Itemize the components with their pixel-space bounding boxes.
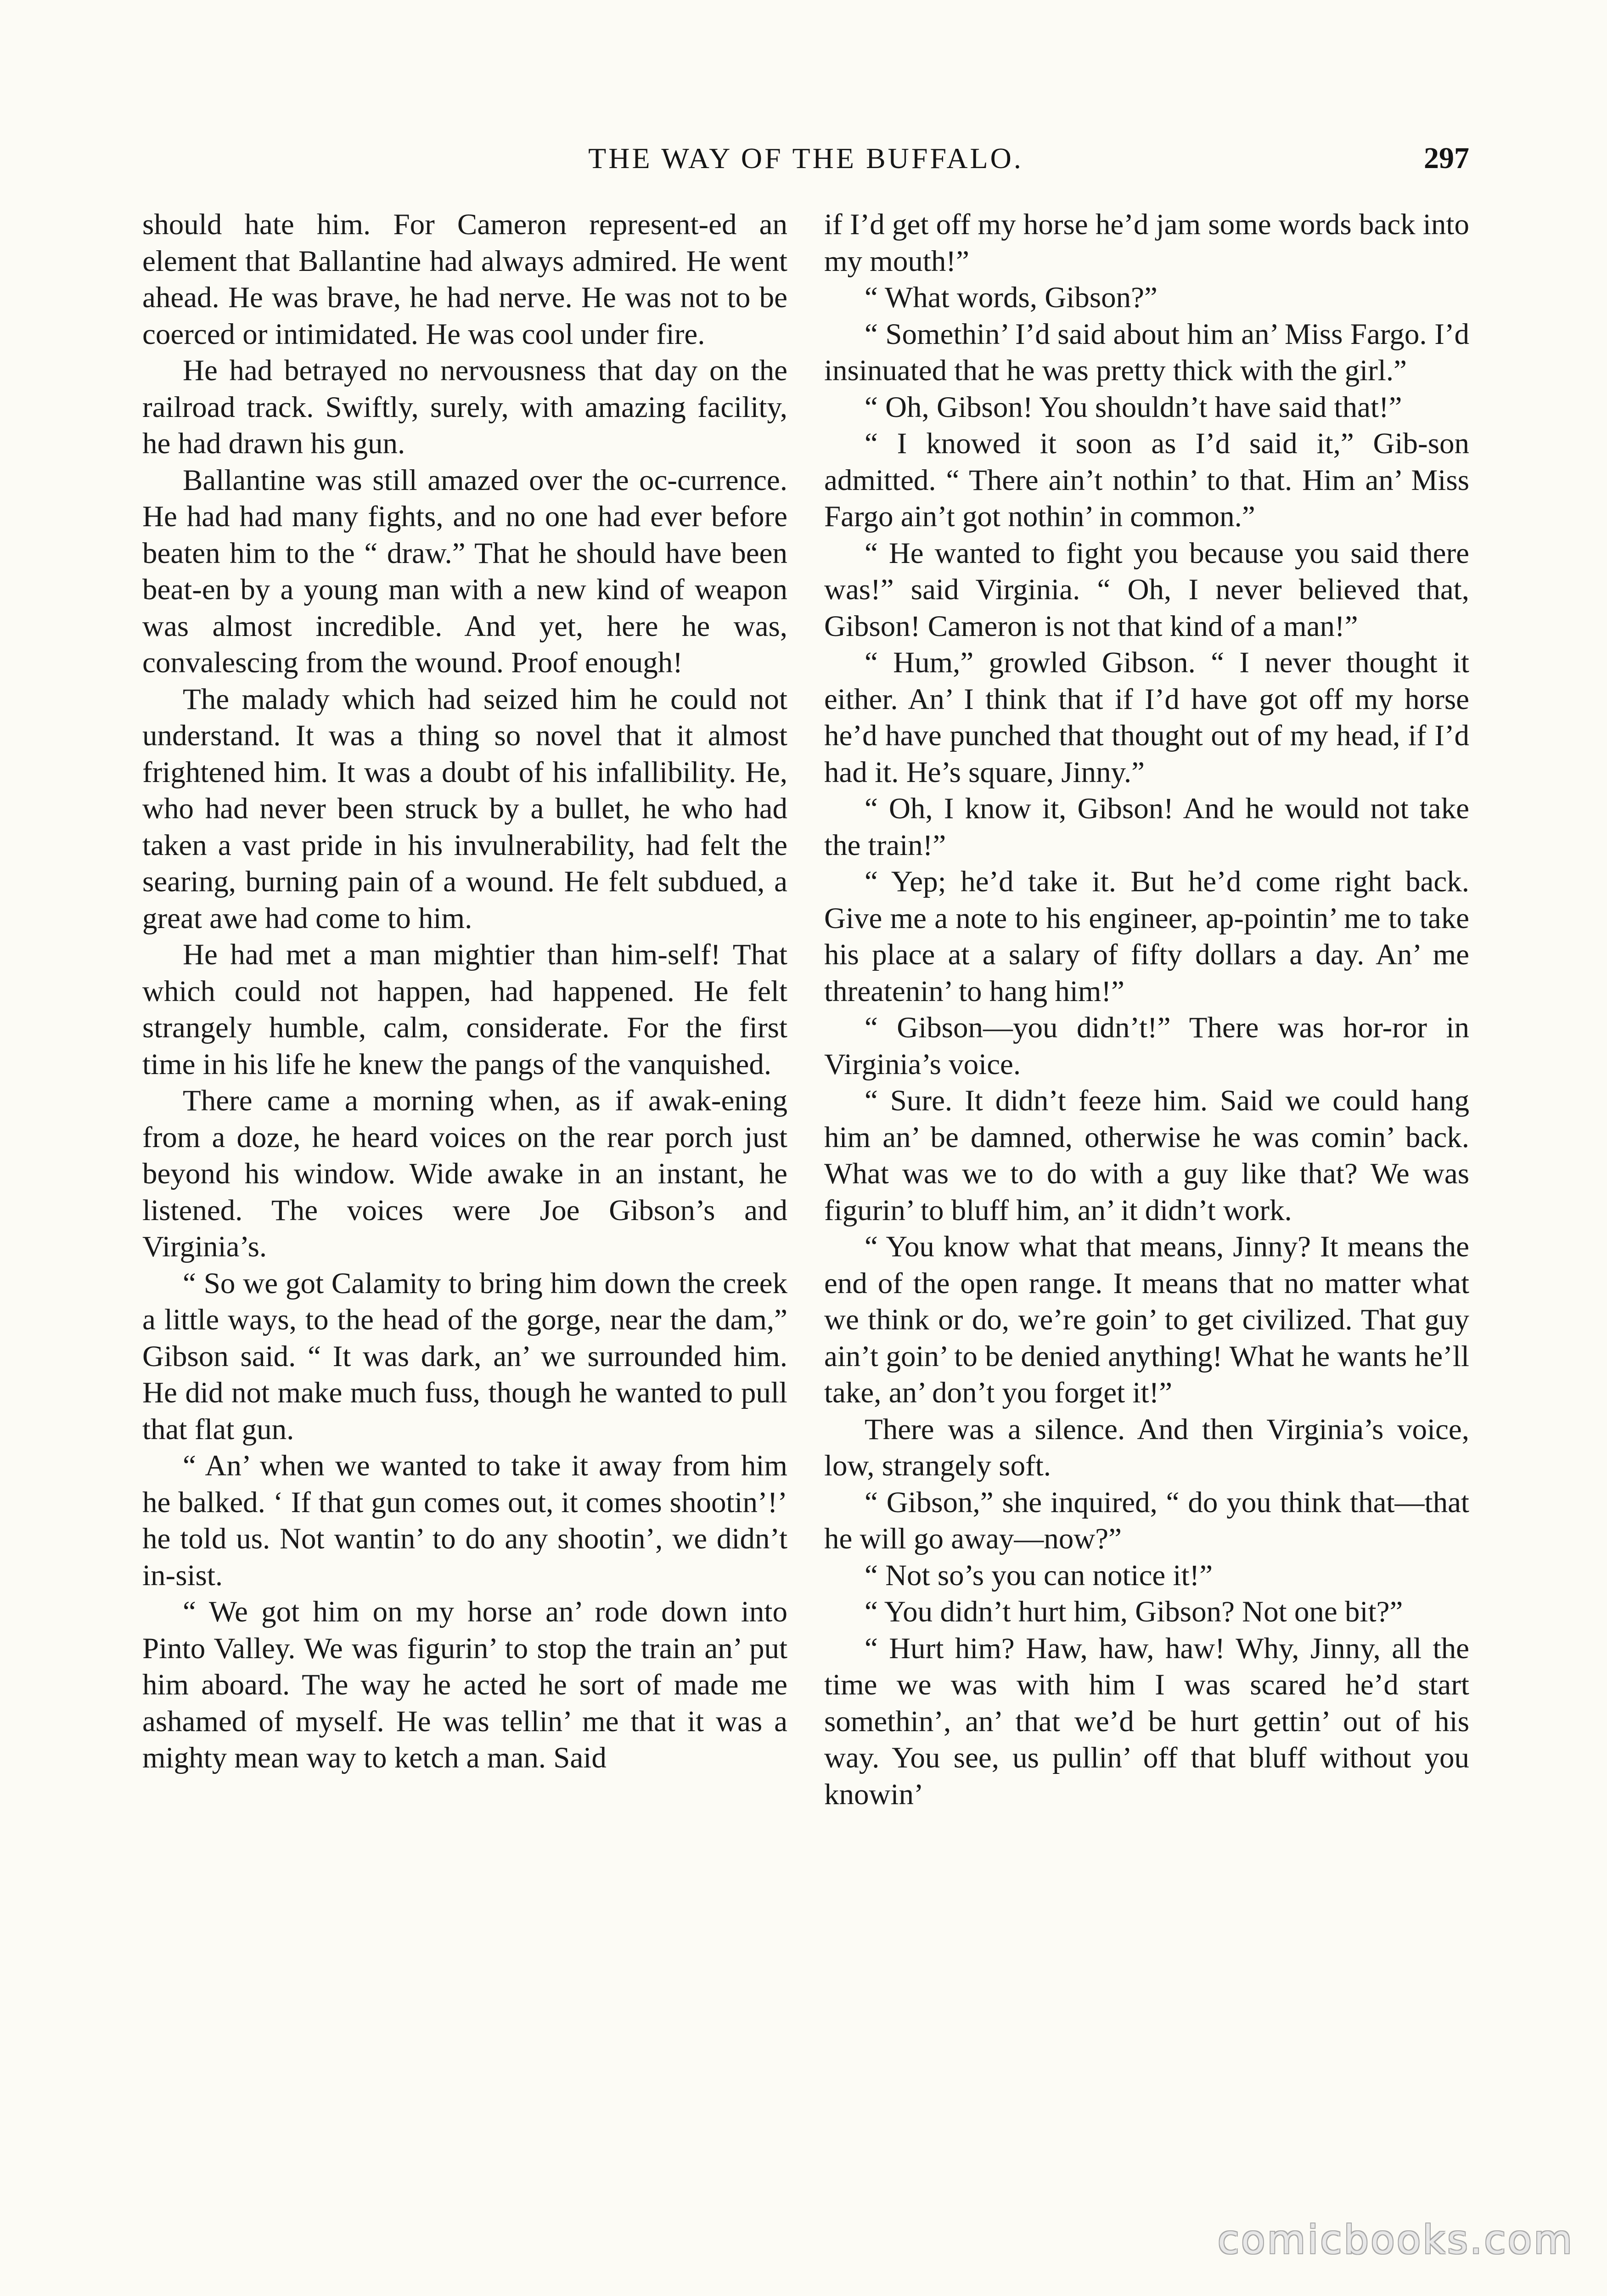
paragraph: The malady which had seized him he could not understand. It was a thing so novel that it almost frightened him. It was a doubt of his infallibility. He, who had never been struck by a bullet, he who had taken a vast pride in his invulnerability, had felt the searing, burning pain of a wound. He felt subdued, a great awe had come to him.	[142, 682, 787, 935]
paragraph: “ Not so’s you can notice it!”	[865, 1559, 1213, 1592]
paragraph: He had betrayed no nervousness that day on the railroad track. Swiftly, surely, with amazing facility, he had drawn his gun.	[142, 354, 787, 460]
paragraph: “ You know what that means, Jinny? It means the end of the open range. It means that no matter what we think or do, we’re goin’ to get civilized. That guy ain’t goin’ to be denied anything! What he wants he’ll take, an’ don’t you forget it!”	[824, 1230, 1469, 1409]
page-header	[142, 138, 1469, 179]
paragraph: “ Gibson,” she inquired, “ do you think that—that he will go away—now?”	[824, 1486, 1469, 1555]
paragraph: “ I knowed it soon as I’d said it,” Gib-son admitted. “ There ain’t nothin’ to that. Him an’ Miss Fargo ain’t got nothin’ in common.”	[824, 427, 1469, 533]
paragraph: “ So we got Calamity to bring him down the creek a little ways, to the head of the gorge, near the dam,” Gibson said. “ It was dark, an’ we surrounded him. He did not make much fuss, though he wanted to pull that flat gun.	[142, 1266, 787, 1446]
paragraph: “ Hum,” growled Gibson. “ I never thought it either. An’ I think that if I’d have got off my horse he’d have punched that thought out of my head, if I’d had it. He’s square, Jinny.”	[824, 646, 1469, 789]
page-number: 297	[1424, 141, 1469, 175]
paragraph: “ Hurt him? Haw, haw, haw! Why, Jinny, all the time we was with him I was scared he’d start somethin’, an’ that we’d be hurt gettin’ out of his way. You see, us pullin’ off that bluff without you knowin’	[824, 1632, 1469, 1811]
paragraph: “ Oh, I know it, Gibson! And he would not take the train!”	[824, 792, 1469, 862]
paragraph: should hate him. For Cameron represent-ed an element that Ballantine had always admired. He went ahead. He was brave, he had nerve. He was not to be coerced or intimidated. He was cool under fire.	[142, 208, 787, 351]
paragraph: if I’d get off my horse he’d jam some words back into my mouth!”	[824, 208, 1469, 278]
paragraph: “ An’ when we wanted to take it away from him he balked. ‘ If that gun comes out, it comes shootin’!’ he told us. Not wantin’ to do any shootin’, we didn’t in-sist.	[142, 1449, 787, 1592]
paragraph: Ballantine was still amazed over the oc-currence. He had had many fights, and no one had ever before beaten him to the “ draw.” That he should have been beat-en by a young man with a new kind of weapon was almost incredible. And yet, here he was, convalescing from the wound. Proof enough!	[142, 463, 787, 679]
paragraph: “ We got him on my horse an’ rode down into Pinto Valley. We was figurin’ to stop the train an’ put him aboard. The way he acted he sort of made me ashamed of myself. He was tellin’ me that it was a mighty mean way to ketch a man. Said	[142, 1595, 787, 1774]
right-column	[824, 207, 1469, 1813]
left-column	[142, 207, 787, 1777]
paragraph: “ Oh, Gibson! You shouldn’t have said that!”	[865, 390, 1402, 424]
paragraph: There came a morning when, as if awak-ening from a doze, he heard voices on the rear porch just beyond his window. Wide awake in an instant, he listened. The voices were Joe Gibson’s and Virginia’s.	[142, 1084, 787, 1263]
paragraph: “ You didn’t hurt him, Gibson? Not one bit?”	[865, 1595, 1403, 1628]
paragraph: There was a silence. And then Virginia’s voice, low, strangely soft.	[824, 1412, 1469, 1482]
paragraph: “ Yep; he’d take it. But he’d come right back. Give me a note to his engineer, ap-pointin’ me to take his place at a salary of fifty dollars a day. An’ me threatenin’ to hang him!”	[824, 865, 1469, 1008]
paragraph: “ He wanted to fight you because you said there was!” said Virginia. “ Oh, I never believed that, Gibson! Cameron is not that kind of a man!”	[824, 536, 1469, 643]
paragraph: “ Sure. It didn’t feeze him. Said we could hang him an’ be damned, otherwise he was comin’ back. What was we to do with a guy like that? We was figurin’ to bluff him, an’ it didn’t work.	[824, 1084, 1469, 1227]
paragraph: “ Gibson—you didn’t!” There was hor-ror in Virginia’s voice.	[824, 1011, 1469, 1081]
paragraph: He had met a man mightier than him-self! That which could not happen, had happened. He felt strangely humble, calm, considerate. For the first time in his life he knew the pangs of the vanquished.	[142, 938, 787, 1081]
running-head: THE WAY OF THE BUFFALO.	[588, 142, 1023, 174]
paragraph: “ Somethin’ I’d said about him an’ Miss Fargo. I’d insinuated that he was pretty thick with the girl.”	[824, 317, 1469, 387]
paragraph: “ What words, Gibson?”	[865, 281, 1157, 314]
site-watermark: comicbooks.com	[1217, 2217, 1574, 2263]
